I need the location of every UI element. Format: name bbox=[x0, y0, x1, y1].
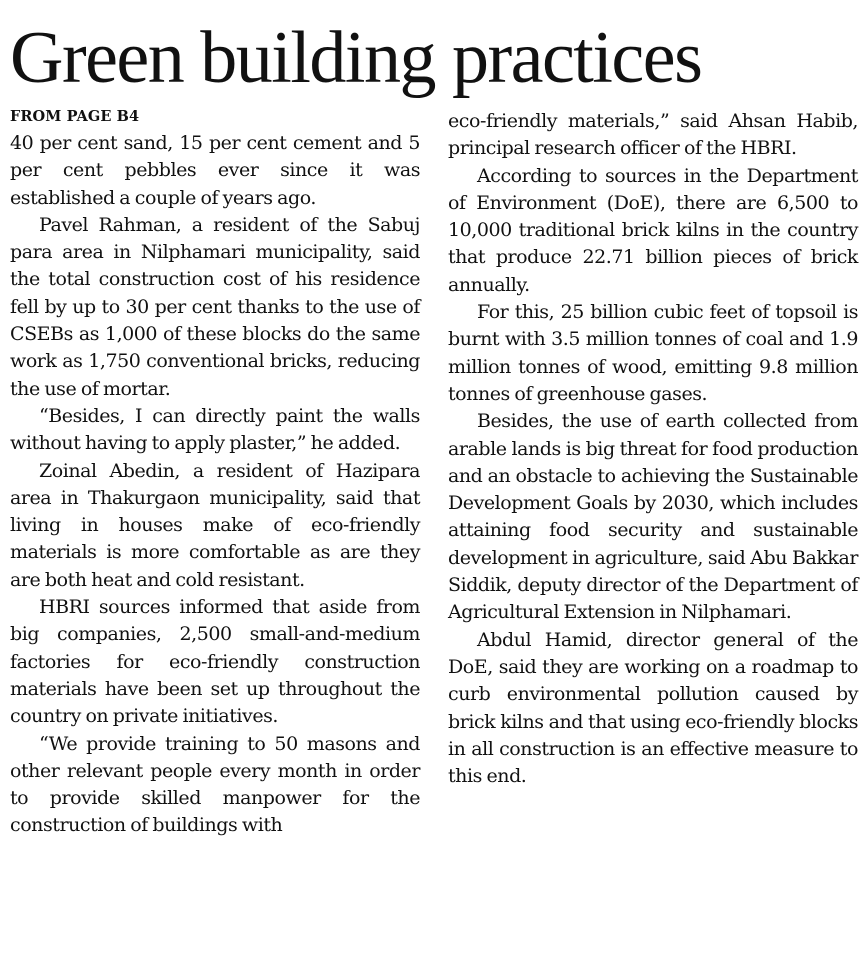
paragraph: According to sources in the Department of Environment (DoE), there are 6,500 to 10,000 traditional brick kilns in the country that produce 22.71 billion pieces of brick annually. bbox=[448, 164, 858, 296]
continuation-kicker: FROM PAGE B4 bbox=[10, 108, 140, 125]
paragraph: Pavel Rahman, a resident of the Sabuj para area in Nilphamari municipality, said the total construction cost of his residence fell by up to 30 per cent thanks to the use of CSEBs as 1,000 of these blocks do the same work as 1,750 conventional bricks, reducing the use of mortar. bbox=[10, 213, 420, 400]
paragraph: eco-friendly materials,” said Ahsan Habib, principal research officer of the HBRI. bbox=[448, 110, 858, 160]
article-column-left bbox=[10, 108, 420, 840]
paragraph: 40 per cent sand, 15 per cent cement and 5 per cent pebbles ever since it was established a couple of years ago. bbox=[10, 132, 420, 209]
paragraph: “Besides, I can directly paint the walls without having to apply plaster,” he added. bbox=[10, 404, 420, 455]
paragraph: Abdul Hamid, director general of the DoE, said they are working on a roadmap to curb environmental pollution caused by brick kilns and that using eco-friendly blocks in all construction is an effective measure to this end. bbox=[448, 628, 858, 788]
headline: Green building practices bbox=[10, 17, 702, 99]
article-column-right bbox=[448, 108, 858, 790]
paragraph: For this, 25 billion cubic feet of topsoil is burnt with 3.5 million tonnes of coal and 1.9 million tonnes of wood, emitting 9.8 million tonnes of greenhouse gases. bbox=[448, 301, 858, 405]
paragraph: Besides, the use of earth collected from arable lands is big threat for food production and an obstacle to achieving the Sustainable Development Goals by 2030, which includes attaining food security and sustainable development in agriculture, said Abu Bakkar Siddik, deputy director of the Department of Agricultural Extension in Nilphamari. bbox=[448, 410, 858, 624]
paragraph: “We provide training to 50 masons and other relevant people every month in order to provide skilled manpower for the construction of buildings with bbox=[10, 732, 420, 837]
paragraph: Zoinal Abedin, a resident of Hazipara area in Thakurgaon municipality, said that living in houses make of eco-friendly materials is more comfortable as are they are both heat and cold resistant. bbox=[10, 459, 420, 591]
paragraph: HBRI sources informed that aside from big companies, 2,500 small-and-medium factories for eco-friendly construction materials have been set up throughout the country on private initiatives. bbox=[10, 596, 420, 728]
